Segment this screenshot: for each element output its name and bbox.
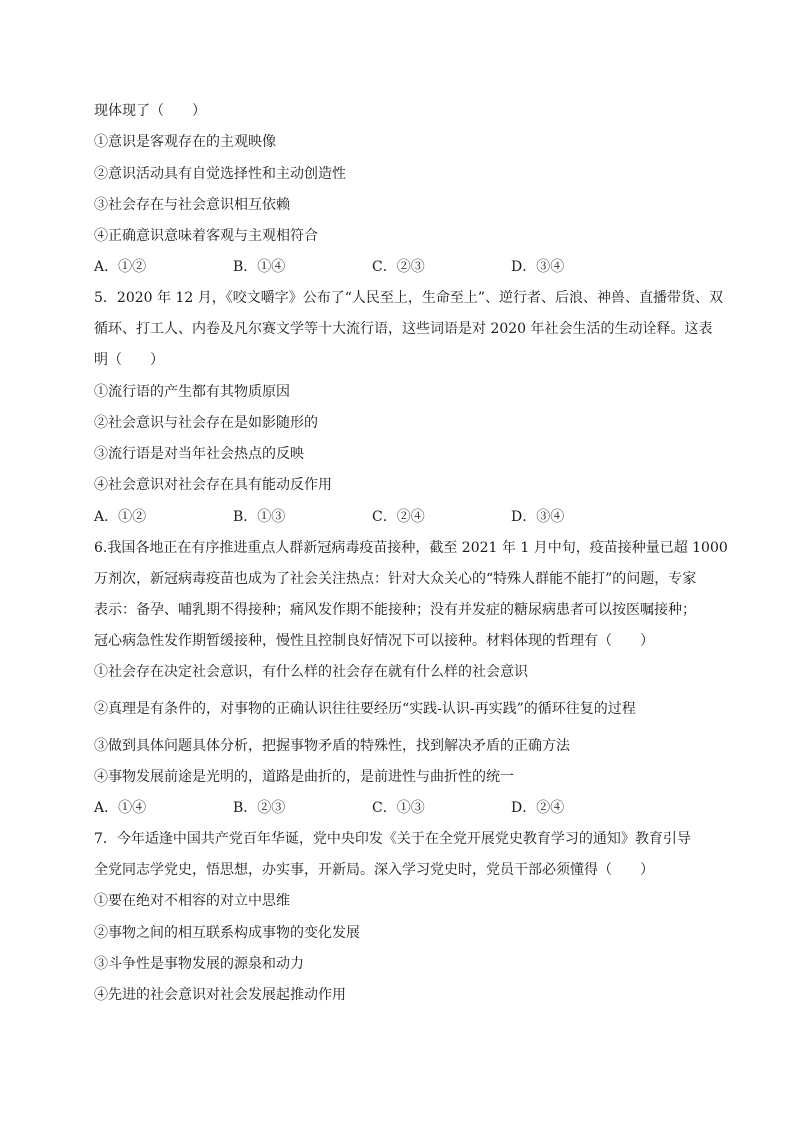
q4-option-d[interactable]: D．③④ — [511, 259, 565, 275]
q6-item-4: ④事物发展前途是光明的，道路是曲折的，是前进性与曲折性的统一 — [94, 769, 514, 785]
q5-option-b[interactable]: B．①③ — [233, 509, 286, 525]
q6-stem-line-1: 6.我国各地正在有序推进重点人群新冠病毒疫苗接种，截至 2021 年 1 月中旬，疫苗接种量已超 1000 — [94, 540, 728, 556]
q6-option-d[interactable]: D．②④ — [511, 800, 565, 816]
q5-option-a[interactable]: A．①② — [94, 509, 147, 525]
q6-stem-line-3: 表示：备孕、哺乳期不得接种；痛风发作期不能接种；没有并发症的糖尿病患者可以按医嘱接种； — [94, 602, 696, 618]
q5-stem-line-2: 循环、打工人、内卷及凡尔赛文学等十大流行语，这些词语是对 2020 年社会生活的生动诠释。这表 — [94, 321, 713, 337]
q6-option-c[interactable]: C．①③ — [372, 800, 425, 816]
q5-item-2: ②社会意识与社会存在是如影随形的 — [94, 415, 318, 431]
q4-item-1: ①意识是客观存在的主观映像 — [94, 134, 276, 150]
q4-item-4: ④正确意识意味着客观与主观相符合 — [94, 228, 318, 244]
q4-stem-tail: 现体现了（ ） — [94, 103, 206, 119]
q6-option-a[interactable]: A．①④ — [94, 800, 147, 816]
q5-item-4: ④社会意识对社会存在具有能动反作用 — [94, 477, 332, 493]
q4-option-b[interactable]: B．①④ — [233, 259, 286, 275]
q7-item-2: ②事物之间的相互联系构成事物的变化发展 — [94, 925, 360, 941]
q4-item-2: ②意识活动具有自觉选择性和主动创造性 — [94, 166, 346, 182]
q6-stem-line-4: 冠心病急性发作期暂缓接种，慢性且控制良好情况下可以接种。材料体现的哲理有（ ） — [94, 633, 654, 649]
q4-option-a[interactable]: A．①② — [94, 259, 147, 275]
q4-option-c[interactable]: C．②③ — [372, 259, 425, 275]
q5-item-1: ①流行语的产生都有其物质原因 — [94, 384, 290, 400]
q6-stem-line-2: 万剂次，新冠病毒疫苗也成为了社会关注热点：针对大众关心的“特殊人群能不能打”的问题，专家 — [94, 571, 697, 587]
q5-stem-line-1: 5．2020 年 12 月，《咬文嚼字》公布了“人民至上，生命至上”、逆行者、后浪、神兽、直播带货、双 — [94, 290, 724, 306]
q6-option-b[interactable]: B．②③ — [233, 800, 286, 816]
q5-item-3: ③流行语是对当年社会热点的反映 — [94, 446, 304, 462]
q6-item-1: ①社会存在决定社会意识，有什么样的社会存在就有什么样的社会意识 — [94, 664, 528, 680]
q7-stem-line-2: 全党同志学党史，悟思想，办实事，开新局。深入学习党史时，党员干部必须懂得（ ） — [94, 862, 654, 878]
q7-item-4: ④先进的社会意识对社会发展起推动作用 — [94, 987, 346, 1003]
q7-item-1: ①要在绝对不相容的对立中思维 — [94, 893, 290, 909]
q7-stem-line-1: 7．今年适逢中国共产党百年华诞，党中央印发《关于在全党开展党史教育学习的通知》教育引导 — [94, 831, 691, 847]
q6-item-2: ②真理是有条件的，对事物的正确认识往往要经历“实践-认识-再实践”的循环往复的过程 — [94, 701, 636, 717]
q5-option-d[interactable]: D．③④ — [511, 509, 565, 525]
q5-option-c[interactable]: C．②④ — [372, 509, 425, 525]
q6-item-3: ③做到具体问题具体分析，把握事物矛盾的特殊性，找到解决矛盾的正确方法 — [94, 738, 570, 754]
q7-item-3: ③斗争性是事物发展的源泉和动力 — [94, 956, 304, 972]
q5-stem-line-3: 明（ ） — [94, 352, 164, 368]
q4-item-3: ③社会存在与社会意识相互依赖 — [94, 197, 290, 213]
